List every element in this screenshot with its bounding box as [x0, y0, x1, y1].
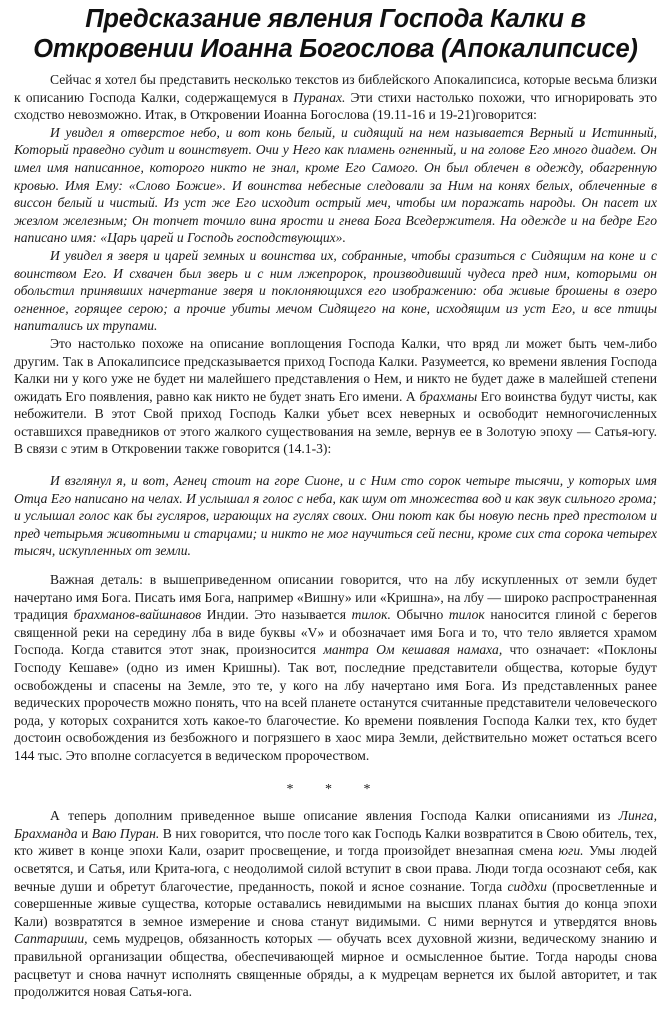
italic-term: брахманов-вайшнавов	[73, 607, 202, 623]
text-run: семь мудрецов, обязанность которых — обучать всех духовной жизни, ведическому знанию и правильной организации общества, обеспечивающей мирное и осмысленное бытие. Тогда народы снова расцветут и снова начнут исполнять священные обряды, а к мудрецам вернется их былой авторитет, и так продолжится новая Сатья-юга.	[14, 931, 657, 1000]
text-run: В них говорится, что после того как Господь Калки возвратится в Свою обитель, тех, кто живет в конце эпохи Кали, озарит просвещение, и тогда произойдет внезапная смена	[14, 825, 657, 859]
quote-revelation-19-11: И увидел я отверстое небо, и вот конь белый, и сидящий на нем называется Верный и Истинный, Который праведно судит и воинствует. Очи у Него как пламень огненный, и на голове Его много диадем. Он имел имя написанное, которого никто не знал, кроме Его Самого. Он был облечен в одежду, обагренную кровью. Имя Ему: «Слово Божие». И воинства небесные следовали за Ним на конях белых, облеченные в виссон белый и чистый. Из уст же Его исходит острый меч, чтобы им поражать народы. Он пасет их жезлом железным; Он топчет точило вина ярости и гнева Бога Вседержителя. На одежде и на бедре Его написано имя: «Царь царей и Господь господствующих».	[14, 124, 657, 246]
italic-term: мантра Ом кешавая намаха,	[323, 642, 503, 658]
text-run: Его воинства будут чисты, как небожители. В этот Свой приход Господь Калки убьет всех неверных и освободит немногочисленных оставшихся праведников от этого жалкого существования на земле, вернув ее в Золотую эпоху — Сатья-югу. В связи с этим в Откровении также говорится (14.1-3):	[14, 388, 657, 457]
italic-term: Саптариши,	[14, 931, 88, 947]
italic-term: юги.	[558, 843, 584, 859]
section-separator: * * *	[286, 781, 385, 797]
text-run: А теперь дополним приведенное выше описание явления Господа Калки описаниями из	[50, 808, 619, 824]
quote-revelation-19-19: И увидел я зверя и царей земных и воинства их, собранные, чтобы сразиться с Сидящим на коне и с воинством Его. И схвачен был зверь и с ним лжепророк, производивший чудеса пред ним, которыми он обольстил принявших начертание зверя и поклоняющихся его изображению: оба живые брошены в озеро огненное, горящее серою; а прочие убиты мечом Сидящего на коне, исходящим из уст Его, и все птицы напитались их трупами.	[14, 247, 657, 334]
italic-term: Пуранах.	[293, 89, 346, 105]
page-title: Предсказание явления Господа Калки в Откровении Иоанна Богослова (Апокалипсисе)	[33, 5, 638, 63]
text-run: Сейчас я хотел бы представить несколько текстов из библейского Апокалипсиса, которые весьма близки к описанию Господа Калки, содержащемуся в	[14, 72, 657, 105]
commentary-paragraph	[14, 335, 657, 458]
text-run: Обычно	[390, 607, 449, 623]
tilok-paragraph	[14, 571, 657, 765]
italic-term: сиддхи	[507, 878, 547, 894]
quote-revelation-14-1: И взглянул я, и вот, Агнец стоит на горе Сионе, и с Ним сто сорок четыре тысячи, у которых имя Отца Его написано на челах. И услышал я голос с неба, как шум от множества вод и как звук сильного грома; и услышал голос как бы гусляров, играющих на гуслях своих. Они поют как бы новую песнь пред престолом и пред четырьмя животными и старцами; и никто не мог научиться сей песни, кроме сих ста сорока четырех тысяч, искупленных от земли.	[14, 473, 657, 559]
text-run: и	[77, 825, 92, 841]
text-run: наносится глиной с берегов священной реки на середину лба в виде буквы «V» и обозначает имя Бога и то, что тело является храмом Господа. Когда ставится этот знак, произносится	[14, 607, 658, 658]
text-run: Важная деталь: в вышеприведенном описании говорится, что на лбу искупленных от земли будет начертано имя Бога. Писать имя Бога, например «Вишну» или «Кришна», на лбу — широко распространенная традиция	[14, 572, 657, 623]
text-run: Это настолько похоже на описание воплощения Господа Калки, что вряд ли может быть чем-либо другим. Так в Апокалипсисе предсказывается приход Господа Калки. Разумеется, ко времени явления Господа Калки ни у кого уже не будет ни малейшего представления о Нем, и никто не будет даже в малейшей степени ожидать Его появления, равно как никто не будет знать Его имени. А	[14, 335, 657, 404]
italic-term: брахманы	[419, 388, 478, 404]
puranas-paragraph	[14, 807, 657, 1001]
text-run: что означает: «Поклоны Господу Кешаве» (одно из имен Кришны). Так вот, последние представители общества, которые будут освобождены и спасены на Земле, это те, у кого на лбу начертано имя Бога. Из представленных ранее ведических пророчеств можно понять, что на всей планете останутся считанные представители человеческого рода, у которых сохранится хоть какое-то благочестие. Ко времени появления Господа Калки тех, кто будет достоин освобождения из безбожного и погрязшего в хаос мира Земли, действительно может остаться всего 144 тыс. Это вполне согласуется в ведическом пророчеством.	[14, 642, 657, 763]
italic-term: тилок.	[351, 607, 391, 623]
italic-term: тилок	[448, 607, 485, 623]
spacer	[14, 458, 657, 472]
text-run: (просветленные и совершенные живые существа, которые оставались невидимыми на высших планах бытия до конца эпохи Кали) возвратятся в земное измерение и снова станут видимыми. С ними вернутся и утвердятся вновь	[14, 878, 657, 929]
text-run: Индии. Это называется	[201, 607, 352, 623]
text-run: Умы людей осветятся, и Сатья, или Крита-юга, с неодолимой силой вступит в свои права. Люди тогда осознают себя, как вечные души и обретут благочестие, преданность, покой и ясное сознание. Тогда	[14, 843, 658, 894]
spacer	[14, 560, 657, 571]
text-run: Эти стихи настолько похожи, что игнорировать это сходство невозможно. Итак, в Откровении Иоанна Богослова (19.11-16 и 19-21)говорится:	[14, 89, 657, 123]
italic-term: Ваю Пуран.	[91, 825, 160, 841]
intro-paragraph	[14, 71, 657, 124]
italic-term: Линга, Брахманда	[14, 808, 657, 841]
